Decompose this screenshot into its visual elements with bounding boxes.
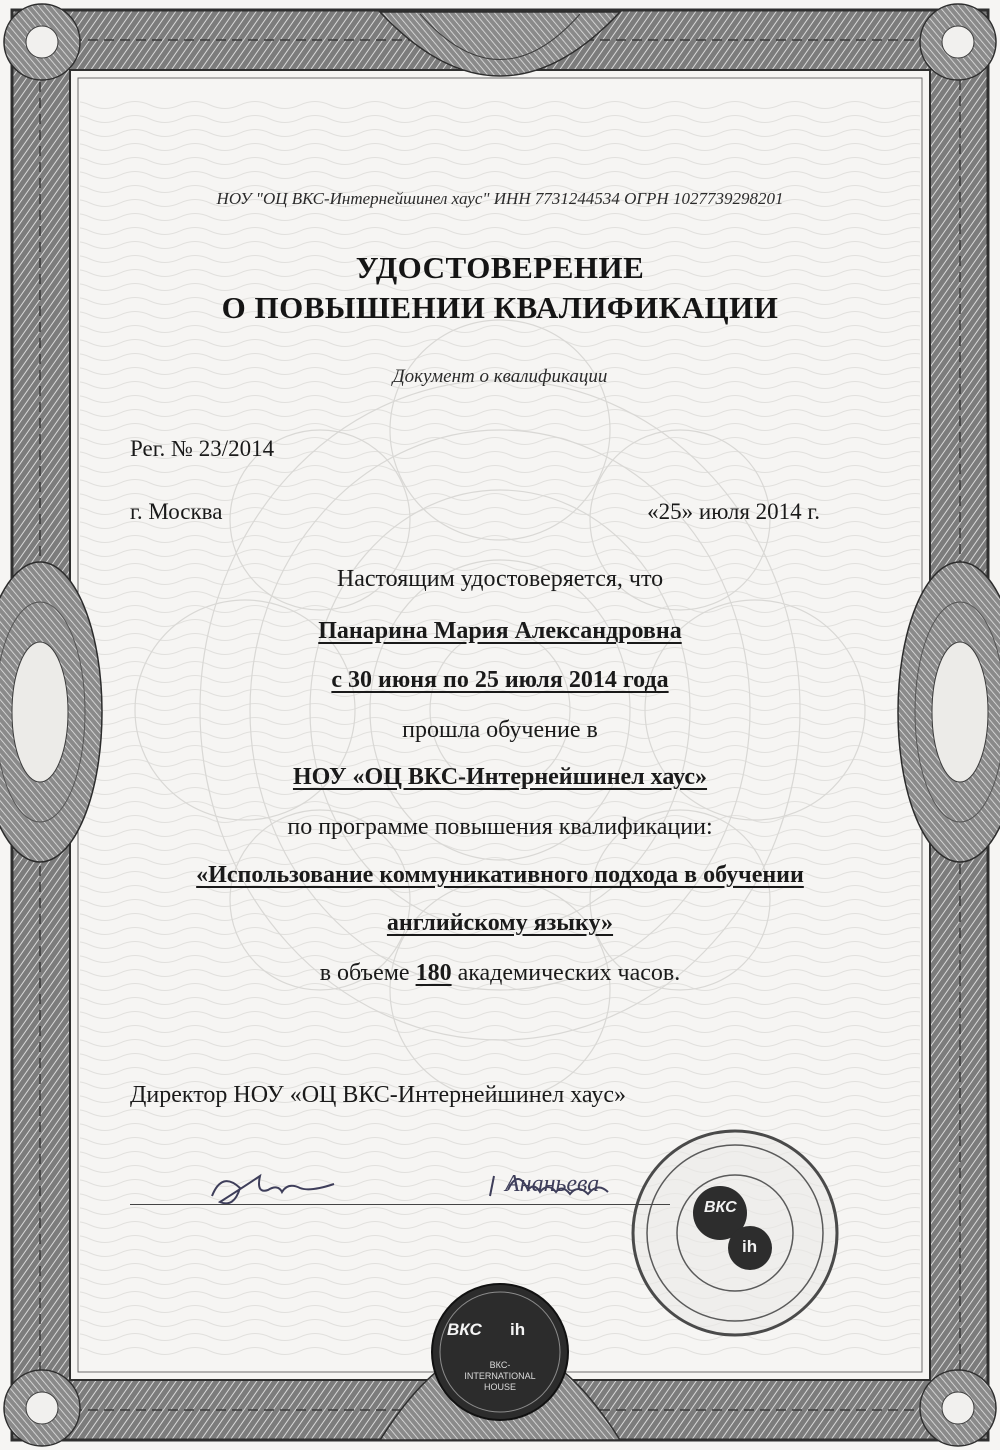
certifies-line: Настоящим удостоверяется, что xyxy=(336,566,664,592)
emblem-caption-2: INTERNATIONAL xyxy=(464,1371,536,1381)
signature-name-line xyxy=(500,1204,670,1205)
registration-number: Рег. № 23/2014 xyxy=(130,436,275,461)
program-title-line2: английскому языку» xyxy=(386,910,614,936)
completed-line: прошла обучение в xyxy=(402,717,598,743)
institution-name: НОУ «ОЦ ВКС-Интернейшинел хаус» xyxy=(292,764,708,790)
hours-suffix: академических часов. xyxy=(457,960,681,986)
recipient-name: Панарина Мария Александровна xyxy=(318,618,682,644)
emblem-caption-1: ВКС- xyxy=(489,1360,511,1370)
signature-line xyxy=(130,1204,500,1205)
bottom-emblem-disc xyxy=(432,1284,568,1420)
emblem-logo-left: ВКС xyxy=(447,1320,482,1339)
official-seal xyxy=(633,1131,837,1335)
document-title: УДОСТОВЕРЕНИЕ xyxy=(355,250,645,285)
seal-logo-right: ih xyxy=(742,1237,758,1256)
training-period: с 30 июня по 25 июля 2014 года xyxy=(331,667,669,693)
organization-registration-line: НОУ "ОЦ ВКС-Интернейшинел хаус" ИНН 7731244534 ОГРН 1027739298201 xyxy=(216,189,784,208)
issue-date: «25» июля 2014 г. xyxy=(647,499,820,524)
hours-value: 180 xyxy=(415,960,452,986)
signatory-handwritten-name: Ананьева xyxy=(505,1171,600,1197)
director-title: Директор НОУ «ОЦ ВКС-Интернейшинел хаус» xyxy=(130,1082,626,1108)
program-intro: по программе повышения квалификации: xyxy=(287,814,713,840)
program-title-line1: «Использование коммуникативного подхода в обучении xyxy=(196,862,804,888)
emblem-logo-right: ih xyxy=(510,1320,526,1339)
document-subtitle-title: О ПОВЫШЕНИИ КВАЛИФИКАЦИИ xyxy=(221,290,779,325)
document-type-label: Документ о квалификации xyxy=(392,366,608,387)
seal-logo-left: ВКС xyxy=(704,1199,737,1216)
hours-prefix: в объеме xyxy=(319,960,410,986)
hours-line xyxy=(0,960,1000,987)
issue-city: г. Москва xyxy=(130,499,223,524)
emblem-caption-3: HOUSE xyxy=(483,1382,516,1392)
